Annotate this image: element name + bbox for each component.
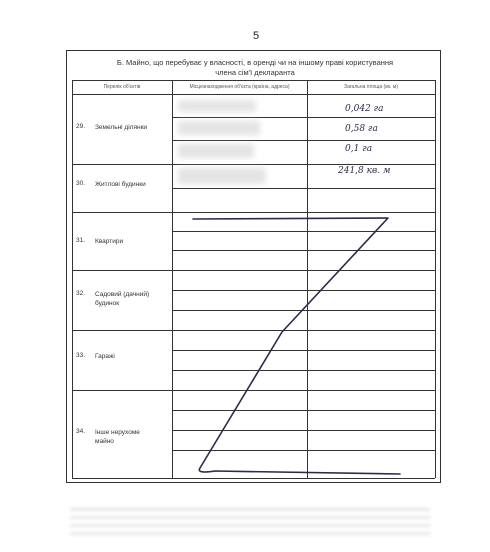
row-label: Квартири	[95, 238, 124, 245]
handwritten-area: 0,042 га	[345, 104, 384, 114]
row-number: 29.	[76, 123, 86, 130]
row-number: 34.	[76, 428, 86, 435]
row-label: Житлові будинки	[95, 181, 146, 188]
section-title-line1: Б. Майно, що перебуває у власності, в оренді чи на іншому праві користування	[116, 58, 394, 67]
handwritten-area: 0,1 га	[345, 144, 373, 154]
faded-footer-line	[70, 532, 430, 535]
faded-footer-line	[70, 508, 430, 511]
column-header-object: Перелік об'єктів	[103, 84, 141, 90]
handwritten-area: 241,8 кв. м	[338, 166, 391, 176]
row-number: 30.	[76, 180, 86, 187]
row-number: 33.	[76, 352, 86, 359]
row-label: Гаражі	[95, 353, 115, 360]
row-number: 31.	[76, 237, 86, 244]
row-label: Земельні ділянки	[95, 124, 148, 131]
column-header-area: Загальна площа (кв. м)	[344, 84, 398, 90]
column-header-location: Місцезнаходження об'єкта (країна, адреса)	[189, 84, 290, 90]
faded-footer-line	[70, 524, 430, 527]
handwritten-area: 0,58 га	[345, 124, 378, 134]
row-label: Садовий (дачний) будинок	[95, 291, 150, 307]
row-number: 32.	[76, 290, 86, 297]
page-number: 5	[253, 30, 260, 42]
faded-footer-line	[70, 516, 430, 519]
section-title-line2: члена сім'ї декларанта	[215, 68, 295, 77]
row-label: Інше нерухоме майно	[95, 429, 140, 445]
